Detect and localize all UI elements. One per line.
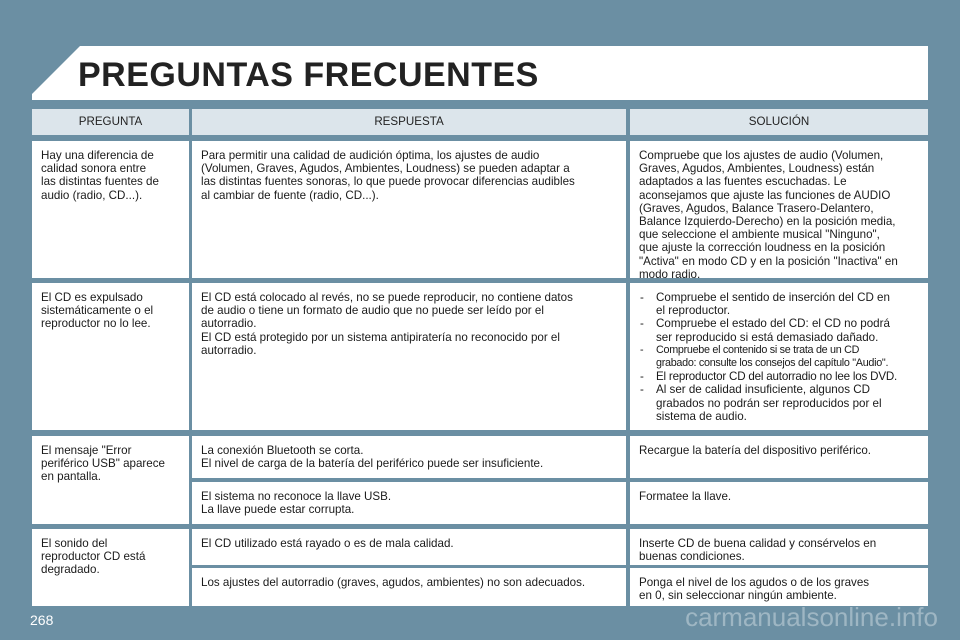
text-line: La conexión Bluetooth se corta. [201, 444, 364, 457]
text-line: Compruebe que los ajustes de audio (Volumen, [639, 149, 884, 162]
text-line: El CD es expulsado [41, 291, 143, 304]
header-solution: SOLUCIÓN [630, 109, 928, 135]
list-item [639, 383, 919, 423]
text-line: (Graves, Agudos, Balance Trasero-Delantero, [639, 201, 874, 215]
text-line: El CD está protegido por un sistema antipiratería no reconocido por el [201, 330, 560, 344]
text-line: Para permitir una calidad de audición óptima, los ajustes de audio [201, 149, 540, 162]
watermark: carmanualsonline.info [685, 602, 938, 632]
text-line: buenas condiciones. [639, 550, 745, 564]
text-line: Inserte CD de buena calidad y consérvelos en [639, 537, 877, 550]
text-line: modo radio. [639, 267, 701, 278]
row4b-answer [192, 568, 626, 606]
text-line: Hay una diferencia de [41, 149, 154, 162]
row2-solution [630, 283, 928, 430]
row1-question [32, 141, 189, 278]
row3a-solution [630, 436, 928, 478]
text-line: en 0, sin seleccionar ningún ambiente. [639, 589, 837, 603]
text-line: - El reproductor CD del autorradio no lee los DVD. [656, 370, 898, 384]
header-question: PREGUNTA [32, 109, 189, 135]
text-line: de audio o tiene un formato de audio que no puede ser leído por el [201, 304, 544, 318]
text-line: sistema de audio. [656, 409, 747, 423]
text-line: El nivel de carga de la batería del periférico puede ser insuficiente. [201, 457, 544, 471]
text-line: aconsejamos que ajuste las funciones de AUDIO [639, 188, 891, 202]
text-line: Recargue la batería del dispositivo periférico. [639, 444, 871, 457]
text-line: las distintas fuentes de [41, 175, 159, 189]
text-line: - Al ser de calidad insuficiente, algunos CD [656, 383, 870, 397]
text-line: sistemáticamente o el [41, 304, 154, 318]
text-line: ser reproducido si está demasiado dañado. [656, 330, 879, 344]
list-item [639, 370, 919, 383]
text-line: reproductor no lo lee. [41, 317, 151, 331]
text-line: autorradio. [201, 317, 257, 331]
text-line: grabados no podrán ser reproducidos por el [656, 396, 882, 410]
text-line: Los ajustes del autorradio (graves, agudos, ambientes) no son adecuados. [201, 576, 586, 589]
row3-question [32, 436, 189, 524]
text-line: El CD está colocado al revés, no se puede reproducir, no contiene datos [201, 291, 573, 304]
text-line: "Activa" en modo CD y en la posición "Inactiva" en [639, 254, 898, 268]
text-line: - Compruebe el sentido de inserción del CD en [656, 291, 890, 304]
list-item [639, 344, 919, 370]
text-line: autorradio. [201, 343, 257, 357]
text-line: que ajuste la corrección loudness en la posición [639, 241, 886, 255]
text-line: - Compruebe el estado del CD: el CD no podrá [656, 317, 890, 331]
text-line: el reproductor. [656, 304, 731, 318]
text-line: (Volumen, Graves, Agudos, Ambientes, Loudness) se pueden adaptar a [201, 162, 570, 176]
text-line: degradado. [41, 563, 100, 577]
text-line: calidad sonora entre [41, 162, 147, 176]
text-line: El sistema no reconoce la llave USB. [201, 490, 392, 503]
text-line: al cambiar de fuente (radio, CD...). [201, 188, 379, 202]
text-line: El CD utilizado está rayado o es de mala calidad. [201, 537, 454, 550]
text-line: que seleccione el ambiente musical "Ninguno", [639, 228, 880, 242]
row2-answer [192, 283, 626, 430]
text-line: en pantalla. [41, 470, 101, 484]
row1-answer [192, 141, 626, 278]
row4-question [32, 529, 189, 606]
text-line: periférico USB" aparece [41, 457, 165, 471]
text-line: Formatee la llave. [639, 490, 732, 503]
text-line: adaptados a las fuentes escuchadas. Le [639, 175, 847, 189]
header-answer: RESPUESTA [192, 109, 626, 135]
row4a-solution [630, 529, 928, 565]
text-line: El sonido del [41, 537, 108, 550]
row2-question [32, 283, 189, 430]
text-line: audio (radio, CD...). [41, 188, 143, 202]
text-line: Ponga el nivel de los agudos o de los graves [639, 576, 870, 589]
text-line: Graves, Agudos, Ambientes, Loudness) están [639, 162, 875, 176]
row3a-answer [192, 436, 626, 478]
row3b-solution [630, 482, 928, 524]
row1-solution [630, 141, 928, 278]
row3b-answer [192, 482, 626, 524]
list-item [639, 317, 919, 343]
row4b-solution [630, 568, 928, 606]
text-line: grabado: consulte los consejos del capítulo "Audio". [656, 357, 889, 370]
text-line: El mensaje "Error [41, 444, 132, 457]
text-line: reproductor CD está [41, 550, 146, 564]
list-item [639, 291, 919, 317]
page-title: PREGUNTAS FRECUENTES [78, 56, 539, 94]
solution-list [639, 291, 919, 423]
row4a-answer [192, 529, 626, 565]
text-line: - Compruebe el contenido si se trata de un CD [656, 343, 860, 356]
page-number: 268 [30, 612, 54, 628]
text-line: Balance Izquierdo-Derecho) en la posición media, [639, 215, 896, 229]
text-line: las distintas fuentes sonoras, lo que puede provocar diferencias audibles [201, 175, 575, 189]
text-line: La llave puede estar corrupta. [201, 503, 355, 517]
